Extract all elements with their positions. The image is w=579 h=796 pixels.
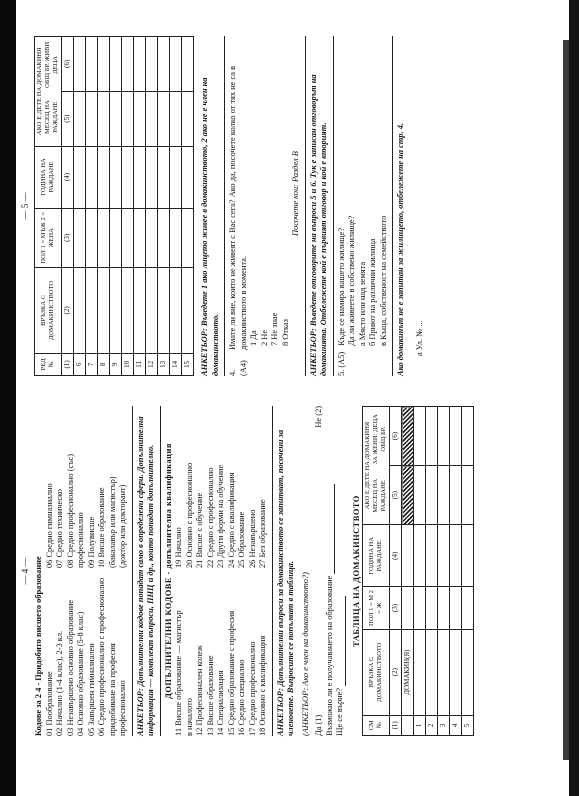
extra-code-item: 25 Образование xyxy=(237,511,246,568)
q5 xyxy=(337,36,358,376)
code-item: придобиване на професия xyxy=(107,643,117,736)
extra-code-item: 12 Професионален колеж xyxy=(195,645,204,736)
household-table-left xyxy=(362,406,474,736)
extra-code-item: 20 Основно с професионално xyxy=(184,462,194,568)
extra-code-item: 26 Незавършено xyxy=(247,509,257,568)
code-1: (1) xyxy=(314,714,323,725)
th-sex: ПОЛ 1 = МЪЖ 2 = ЖЕНА xyxy=(35,208,62,268)
th-relation: ВРЪЗКА С ДОМАКИНСТВОТО xyxy=(363,629,390,715)
table-row: 11 xyxy=(134,37,146,376)
table-row: 8 xyxy=(98,37,110,376)
th-group: АКО Е ДЕТЕ НА ДОМАКИНЯ МЕСЕЦ НА РАЖДАНЕ ОБЩ БР. ЖИВИ ДЕЦА xyxy=(35,37,62,147)
extra-code-item: 14 Специализация xyxy=(216,670,225,736)
table-row: 15 xyxy=(182,37,194,376)
q4-note: Посочете кои: Раздел В xyxy=(291,151,300,236)
q5-option: a Място или над земята xyxy=(357,261,367,346)
table-row: 12 xyxy=(146,37,158,376)
q4-option: 8 Отказ xyxy=(280,319,290,346)
extra-code-item: 13 Висше образование xyxy=(205,655,215,736)
table-row: 9 xyxy=(110,37,122,376)
table-row: 14 xyxy=(170,37,182,376)
extra-code-item: 23 Други форми на обучение xyxy=(216,464,225,568)
code-item: (бакалавър или магистър) xyxy=(107,476,117,568)
code-item: 10 Висше образование xyxy=(97,487,106,568)
extra-codes xyxy=(174,406,269,736)
table-row: 5 xyxy=(462,407,474,736)
extra-code-item: 19 Начално xyxy=(174,527,183,568)
codes-col-2 xyxy=(45,406,129,568)
code-item: професионално xyxy=(118,680,127,736)
col-code: (3) xyxy=(390,587,402,629)
table-row: 3 xyxy=(438,407,450,736)
q5-option: б Приют на различни жилища xyxy=(368,238,377,346)
code-item: 09 Полувисше xyxy=(86,516,96,568)
col-code: (5) xyxy=(62,91,74,146)
code-item: 06 Средно професионално с професионално xyxy=(97,577,106,736)
q4-options xyxy=(249,36,291,346)
q5-text: Къде се намира вашето жилище? xyxy=(336,227,346,346)
table-row: 4 xyxy=(450,407,462,736)
q-line: Възможно ли е получаването на образование xyxy=(325,406,336,736)
col-code: (6) xyxy=(390,407,402,466)
code-item: 01 Пообразование xyxy=(44,671,54,736)
household-table-right xyxy=(34,36,194,376)
col-code: (6) xyxy=(62,37,74,92)
th-year: ГОДИНА НА РАЖДАНЕ xyxy=(35,146,62,208)
th-row: РЕД № xyxy=(35,353,62,375)
page-5 xyxy=(20,36,560,376)
q4-text: Имате ли вие, които не живеят с Вас сега? Ако да, посочете колко от тях не са в домакинството в момента. xyxy=(228,65,248,350)
yes-no-row xyxy=(314,406,325,736)
answer-yes: Да xyxy=(314,726,323,736)
col-code: (5) xyxy=(390,466,402,525)
q5-options xyxy=(358,36,390,346)
extra-codes-heading: ДОПЪЛНИТЕЛНИ КОДОВЕ - допълнителна квалификация xyxy=(163,443,173,699)
col-code: (2) xyxy=(390,629,402,715)
table-row: 13 xyxy=(158,37,170,376)
table-row: 10 xyxy=(122,37,134,376)
extra-code-item: 15 Средно образование с професия xyxy=(226,610,236,736)
q5-sub: Да ли живеете в собствено жилище? xyxy=(347,215,356,346)
page-number: — 5 — xyxy=(20,192,30,220)
table-title: ТАБЛИЦА НА ДОМАКИНСТВОТО xyxy=(351,495,361,647)
q4 xyxy=(228,36,249,376)
th-group: АКО Е ДЕТЕ НА ДОМАКИНЯ МЕСЕЦ НА РАЖДАНЕ ЗА ЖЕНИ: ДЕЦА ОБЩ БР. xyxy=(363,407,390,525)
extra-code-item: 11 Висше образование — магистър xyxy=(174,610,183,736)
code-item: 05 Завършен гимназиален xyxy=(86,643,96,736)
table-row: 1 xyxy=(414,407,426,736)
q4-number: 4. (А4) xyxy=(228,360,248,376)
instruction-2: АНКЕТЬОР: Въведете отговорите на въпроси 5 и 6. Тук е записан отговорът на домакинята. Отбележете кой е първият отговор и кой е вторият. xyxy=(308,74,328,376)
codes-col-1 xyxy=(45,574,129,736)
extra-code-item: 17 Средно професионално xyxy=(247,641,257,736)
extra-code-item: 18 Основно с квалификация xyxy=(258,635,267,736)
th-year: ГОДИНА НА РАЖДАНЕ xyxy=(363,525,390,587)
col-code: (1) xyxy=(62,353,74,375)
table-row: 7 xyxy=(86,37,98,376)
q4-option: 1 Да xyxy=(249,330,258,346)
extra-code-item: 27 Без образование xyxy=(258,499,267,568)
col-code: (1) xyxy=(390,715,402,735)
q5-option: в Къща, собственост на семейството xyxy=(378,215,388,346)
codes-heading: Кодове за 2 4 - Придобито висшето образование xyxy=(34,556,43,736)
code-item: професионално xyxy=(76,512,85,568)
code-item: 03 Незавършено основно образование xyxy=(65,599,75,736)
extra-code-item: 16 Средно специално xyxy=(237,659,246,736)
code-item: (доктор или докторант) xyxy=(118,484,127,568)
q-line-2: Ще се върне? xyxy=(335,406,346,736)
th-no: СМ № xyxy=(363,715,390,735)
instruction-3: Ако домакинът не е запитан за жилището, отбележете на стр. 4. xyxy=(396,123,405,376)
q4-option: 7 Не знае xyxy=(270,312,279,346)
codes-list xyxy=(45,406,129,736)
answer-no: Не xyxy=(314,417,323,428)
table-row: 2 xyxy=(426,407,438,736)
table-row: ДОМАКИН(Я) xyxy=(402,407,414,736)
extra-col-2 xyxy=(174,406,269,568)
page-4 xyxy=(20,406,560,736)
code-item: 06 Средно гимназиално xyxy=(44,483,54,568)
code-item: 02 Начално (1-4 клас), 2-3 кл. xyxy=(55,630,64,736)
instruction-2: АНКЕТЬОР: Допълнителни въпроси за домакинството се запитват, посочени за членовете. Въпросите се попълват в таблица. xyxy=(275,429,295,736)
q6: а Ул. № ... xyxy=(414,320,424,356)
extra-code-item: 22 Средно с професионално xyxy=(205,467,215,568)
extra-code-item: 24 Средно с квалификация xyxy=(226,472,236,568)
page-number: — 4 — xyxy=(20,557,30,585)
code-item: 08 Средно професионално (със) xyxy=(65,453,75,568)
instruction-1: АНКЕТЬОР: Допълнителни кодове попадат само в определени сфери. Допълнителна информация — комплект въпроси, ПНЦ и др., които попадат допълнително. xyxy=(135,416,155,736)
col-code: (4) xyxy=(62,146,74,208)
instruction-1: АНКЕТЬОР: Въведете 1 ако лицето живее в домакинството, 2 ако не е член на домакинството. xyxy=(200,77,220,376)
col-code: (2) xyxy=(62,268,74,354)
table-row: 6 xyxy=(74,37,86,376)
th-relation: ВРЪЗКА С ДОМАКИНСТВОТО xyxy=(35,268,62,354)
code-item: 04 Основно образование (5-8 клас) xyxy=(76,611,85,736)
code-item: 07 Средно техническо xyxy=(55,489,64,568)
extra-code-item: в началото xyxy=(184,698,194,736)
extra-col-1 xyxy=(174,574,269,736)
instruction-3: (АНКЕТЬОР: Ако е член на домакинството?) xyxy=(300,572,310,736)
q5-number: 5. (А5) xyxy=(336,351,346,376)
th-sex: ПОЛ 1 = М 2 = Ж xyxy=(363,587,390,629)
q4-option: 2 Не xyxy=(259,329,269,346)
col-code: (3) xyxy=(62,208,74,268)
col-code: (4) xyxy=(390,525,402,587)
code-2: (2) xyxy=(314,406,323,416)
extra-code-item: 21 Висше с обучение xyxy=(195,492,204,568)
